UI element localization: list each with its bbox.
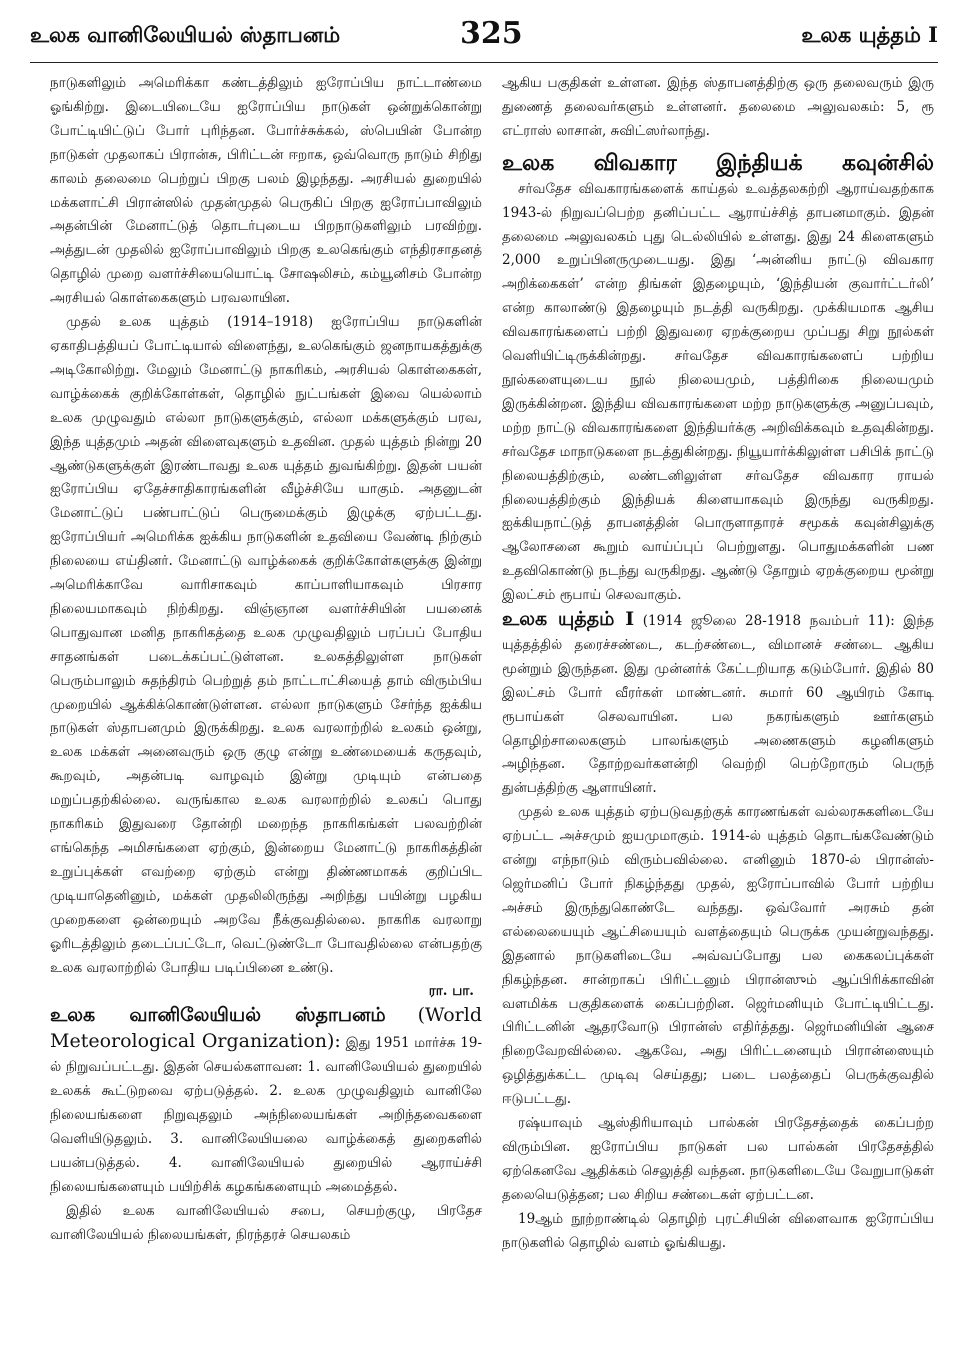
page-header <box>30 12 938 62</box>
entry-date: (1914 ஜூலை 28-1918 நவம்பர் 11): <box>642 613 895 630</box>
right-column <box>502 72 934 1350</box>
section-heading: உலக விவகார இந்தியக் கவுன்சில் <box>502 149 934 176</box>
entry-text: இந்த யுத்தத்தில் தரைச்சண்டை, கடற்சண்டை, விமானச் சண்டை ஆகிய மூன்றும் இருந்தன. இது முன்னர்க் கேட்டறியாத கடும்போர். இதில் 80 இலட்சம் போர் வீரர்கள் மாண்டனர். சுமார் 60 ஆயிரம் கோடி ரூபாய்கள் செலவாயின. பல நகரங்களும் ஊர்களும் தொழிற்சாலைகளும் பாலங்களும் அணைகளும் கழனிகளும் அழிந்தன. தோற்றவர்களன்றி வெற்றி பெற்றோரும் பெருந் துன்பத்திற்கு ஆளாயினர். <box>502 613 934 797</box>
header-rule <box>30 62 938 63</box>
header-left-title: உலக வானிலேயியல் ஸ்தாபனம் <box>30 22 341 47</box>
paragraph: 19ஆம் நூற்றாண்டில் தொழிற் புரட்சியின் விளைவாக ஐரோப்பிய நாடுகளில் தொழில் வளம் ஓங்கியது. <box>502 1210 934 1251</box>
paragraph: முதல் உலக யுத்தம் (1914–1918) ஐரோப்பிய நாடுகளின் ஏகாதிபத்தியப் போட்டியால் விளைந்து, உலகெங்கும் ஜனநாயகத்துக்கு அடிகோலிற்று. மேலும் மேனாட்டு நாகரிகம், அரசியல் கொள்கைகள், வாழ்க்கைக் குறிக்கோள்கள், தொழில் நுட்பங்கள் இவை யெல்லாம் உலக முழுவதும் எல்லா நாடுகளுக்கும், எல்லா மக்களுக்கும் பரவ, இந்த யுத்தமும் அதன் விளைவுகளும் உதவின. முதல் யுத்தம் நின்று 20 ஆண்டுகளுக்குள் இரண்டாவது உலக யுத்தம் துவங்கிற்று. இதன் பயன் ஐரோப்பிய ஏதேச்சாதிகாரங்களின் வீழ்ச்சியே யாகும். அதனுடன் மேனாட்டுப் பண்பாட்டுப் பெருமைக்கும் இழுக்கு ஏற்பட்டது. ஐரோப்பியர் அமெரிக்க ஐக்கிய நாடுகளின் உதவியை வேண்டி நிற்கும் நிலையை எய்தினர். மேனாட்டு வாழ்க்கைக் குறிக்கோள்களுக்கு இன்று அமெரிக்காவே வாரிசாகவும் காப்பாளியாகவும் பிரசார நிலையமாகவும் நிற்கிறது. விஞ்ஞான வளர்ச்சியின் பயனைக் பொதுவான மனித நாகரிகத்தை உலக முழுவதிலும் பரப்பப் போதிய சாதனங்கள் படைக்கப்பட்டுள்ளன. உலகத்திலுள்ள நாடுகள் பெரும்பாலும் சுதந்திரம் பெற்றுத் தம் நாட்டாட்சியைத் தாம் விரும்பிய முறையில் ஆக்கிக்கொண்டுள்ளன. எல்லா நாடுகளும் சேர்ந்த ஐக்கிய நாடுகள் ஸ்தாபனமும் இருக்கிறது. உலக வரலாற்றில் உலகம் ஒன்று, உலக மக்கள் அனைவரும் ஒரு குழு என்று உண்மையைக் கருதவும், கூறவும், அதன்படி வாழவும் இன்று முடியும் என்பதை மறுப்பதற்கில்லை. வருங்கால உலக வரலாற்றில் உலகப் பொது நாகரிகம் இதுவரை தோன்றி மறைந்த நாகரிகங்கள் பலவற்றின் எங்கெந்த அமிசங்களை ஏற்கும், இன்றைய மேனாட்டு நாகரிகத்தின் உறுப்புக்கள் எவற்றை ஏற்கும் என்று திண்ணமாகக் குறிப்பிட முடியாதெனினும், மக்கள் முதலிலிருந்து அறிந்து பயின்று பழகிய முறைகளை ஒன்றையும் அறவே நீக்குவதில்லை. நாகரிக வரலாறு ஓரிடத்திலும் தடைப்பட்டோ, வெட்டுண்டோ போவதில்லை என்பதற்கு உலக வரலாற்றில் போதிய படிப்பினை உண்டு. <box>50 314 482 976</box>
paragraph: இதில் உலக வானிலேயியல் சபை, செயற்குழு, பிரதேச வானிலேயியல் நிலையங்கள், நிரந்தரச் செயலகம் <box>50 1202 482 1243</box>
paragraph: ஆகிய பகுதிகள் உள்ளன. இந்த ஸ்தாபனத்திற்கு ஒரு தலைவரும் இரு துணைத் தலைவர்களும் உள்ளனர். தலைமை அலுவலகம்: 5, ரூ எட்ராஸ் லாசான், சுவிட்ஸர்லாந்து. <box>502 75 934 139</box>
entry-title: உலக வானிலேயியல் ஸ்தாபனம் <box>50 1004 386 1027</box>
page-number: 325 <box>460 16 523 51</box>
header-right-title: உலக யுத்தம் I <box>801 22 938 47</box>
author-signature: ரா. பா. <box>428 983 474 1000</box>
entry-english-name: (World Meteorological Organization): <box>50 1004 482 1053</box>
entry-world-war-1 <box>502 608 934 801</box>
paragraph: சர்வதேச விவகாரங்களைக் காய்தல் உவத்தலகற்றி ஆராய்வதற்காக 1943-ல் நிறுவப்பெற்ற தனிப்பட்ட ஆராய்ச்சித் தாபனமாகும். இதன் தலைமை அலுவலகம் புது டெல்லியில் உள்ளது. இது 24 கிளைகளும் 2,000 உறுப்பினருமுடையது. இது ‘அன்னிய நாட்டு விவகார அறிக்கைகள்’ என்ற திங்கள் இதழையும், ‘இந்தியன் குவார்ட்டர்லி’ என்ற காலாண்டு இதழையும் நடத்தி வருகிறது. முக்கியமாக ஆசிய விவகாரங்களைப் பற்றி இதுவரை ஏறக்குறைய முப்பது சிறு நூல்கள் வெளியிட்டிருக்கின்றது. சர்வதேச விவகாரங்களைப் பற்றிய நூல்களையுடைய நூல் நிலையமும், பத்திரிகை நிலையமும் இருக்கின்றன. இந்திய விவகாரங்களை மற்ற நாடுகளுக்கு அனுப்பவும், மற்ற நாட்டு விவகாரங்களை இந்தியர்க்கு அறிவிக்கவும் உதவுகின்றது. சர்வதேச மாநாடுகளை நடத்துகின்றது. நியூயார்க்கிலுள்ள பசிபிக் நாட்டு நிலையத்திற்கும், லண்டனிலுள்ள சர்வதேச விவகார ராயல் நிலையத்திற்கும் இந்தியக் கிளையாகவும் இருந்து வருகிறது. ஐக்கியநாட்டுத் தாபனத்தின் பொருளாதாரச் சமூகக் கவுன்சிலுக்கு ஆலோசனை கூறும் வாய்ப்புப் பெற்றுளது. பொதுமக்களின் பண உதவிகொண்டு நடந்து வருகிறது. ஆண்டு தோறும் ஏறக்குறைய மூன்று இலட்சம் ரூபாய் செலவாகும். <box>502 180 934 604</box>
left-column <box>50 72 482 1350</box>
paragraph: முதல் உலக யுத்தம் ஏற்படுவதற்குக் காரணங்கள் வல்லரசுகளிடையே ஏற்பட்ட அச்சமும் ஐயமுமாகும். 1914-ல் யுத்தம் தொடங்கவேண்டும் என்று எந்நாடும் விரும்பவில்லை. எனினும் 1870-ல் பிரான்ஸ்-ஜெர்மனிப் போர் நிகழ்ந்தது முதல், ஐரோப்பாவில் போர் பற்றிய அச்சம் இருந்துகொண்டே வந்தது. ஒவ்வோர் அரசும் தன் எல்லையையும் ஆட்சியையும் வளத்தையும் பெருக்க முயன்றுவந்தது. இதனால் நாடுகளிடையே அவ்வப்போது பல கைகலப்புக்கள் நிகழ்ந்தன. சான்றாகப் பிரிட்டனும் பிரான்ஸும் ஆப்பிரிக்காவின் வளமிக்க பகுதிகளைக் கைப்பற்றின. ஜெர்மனியும் போட்டியிட்டது. பிரிட்டனின் ஆதரவோடு பிரான்ஸ் எதிர்த்தது. ஜெர்மனியின் ஆசை நிறைவேறவில்லை. ஆகவே, அது பிரிட்டனையும் பிரான்ஸையும் ஒழித்துக்கட்ட முடிவு செய்தது; படை பலத்தைப் பெருக்குவதில் ஈடுபட்டது. <box>502 804 934 1108</box>
paragraph: நாடுகளிலும் அமெரிக்கா கண்டத்திலும் ஐரோப்பிய நாட்டாண்மை ஓங்கிற்று. இடையிடையே ஐரோப்பிய நாடுகள் ஒன்றுக்கொன்று போட்டியிட்டுப் போர் புரிந்தன. போர்ச்சுக்கல், ஸ்பெயின் போன்ற நாடுகள் முதலாகப் பிரான்சு, பிரிட்டன் ஈறாக, ஒவ்வொரு நாடும் சிறிது காலம் தலைமை பெற்றுப் பிறகு பலம் இழந்தது. அரசியல் துறையில் மக்களாட்சி பிரான்ஸில் முதன்முதல் பெருகிப் பிறகு ஐரோப்பாவிலும் அதன்பின் மேனாட்டுத் தொடர்புடைய பிறநாடுகளிலும் பரவிற்று. அத்துடன் முதலில் ஐரோப்பாவிலும் பிறகு உலகெங்கும் எந்திரசாதனத் தொழில் முறை வளர்ச்சியையொட்டி சோஷலிசம், கம்யூனிசம் போன்ற அரசியல் கொள்கைகளும் பரவலாயின. <box>50 75 482 307</box>
paragraph: ரஷ்யாவும் ஆஸ்திரியாவும் பால்கன் பிரதேசத்தைக் கைப்பற்ற விரும்பின. ஐரோப்பிய நாடுகள் பல பால்கன் பிரதேசத்தில் ஏற்கெனவே ஆதிக்கம் செலுத்தி வந்தன. நாடுகளிடையே வேறுபாடுகள் தலையெடுத்தன; பல சிறிய சண்டைகள் ஏற்பட்டன. <box>502 1115 934 1203</box>
entry-text: இது 1951 மார்ச்சு 19-ல் நிறுவப்பட்டது. இதன் செயல்களாவன: 1. வானிலேயியல் துறையில் உலகக் கூட்டுறவை ஏற்படுத்தல். 2. உலக முழுவதிலும் வானிலே நிலையங்களை நிறுவுதலும் அந்நிலையங்கள் அறிந்தவைகளை வெளியிடுதலும். 3. வானிலேயியலை வாழ்க்கைத் துறைகளில் பயன்படுத்தல். 4. வானிலேயியல் துறையில் ஆராய்ச்சி நிலையங்களையும் பயிற்சிக் கழகங்களையும் அமைத்தல். <box>50 1035 482 1195</box>
entry-title: உலக யுத்தம் I <box>502 608 635 631</box>
entry-wmo <box>50 1004 482 1199</box>
